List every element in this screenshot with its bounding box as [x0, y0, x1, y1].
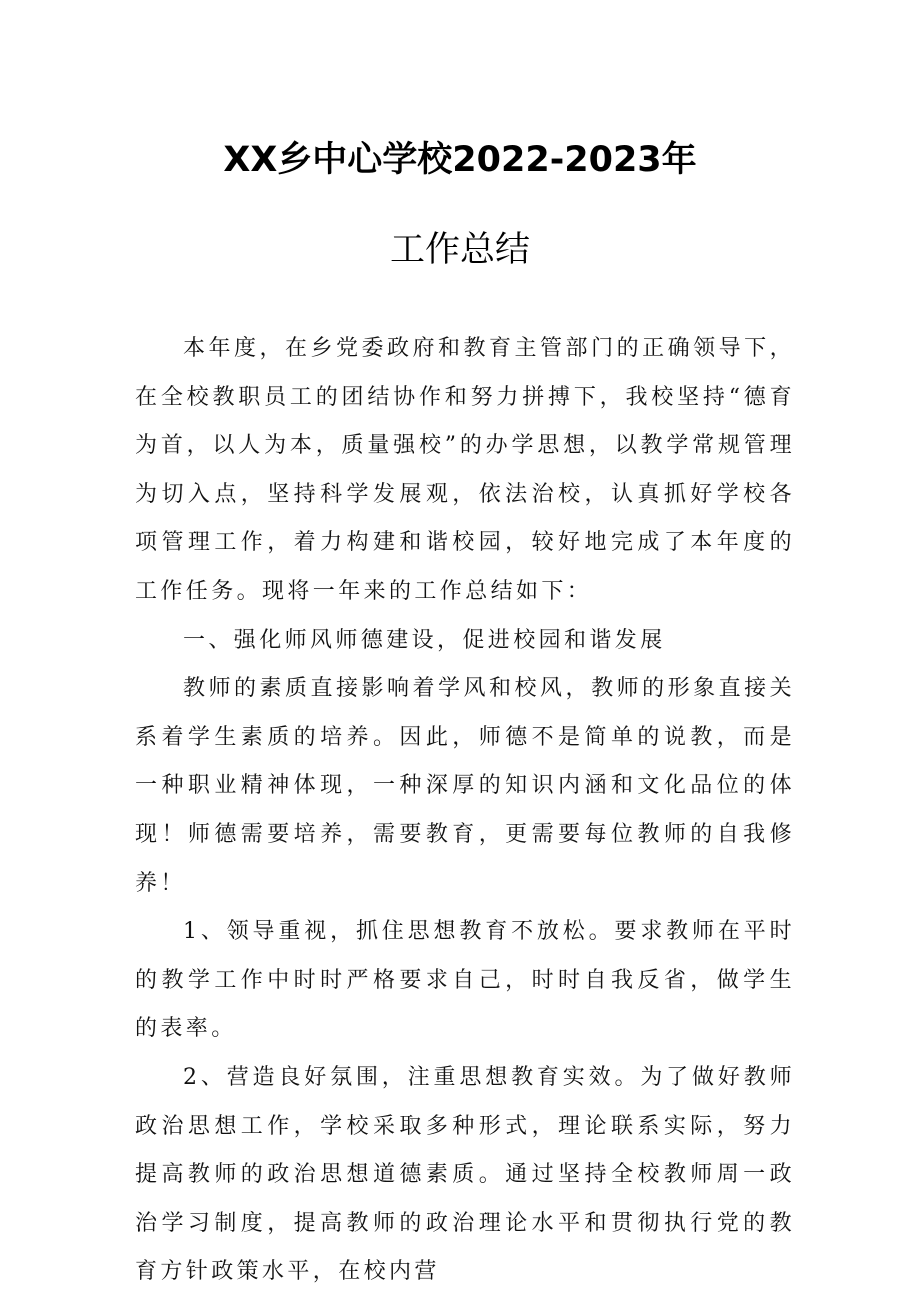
body-paragraph: 教师的素质直接影响着学风和校风，教师的形象直接关系着学生素质的培养。因此，师德不是简单的说教，而是一种职业精神体现，一种深厚的知识内涵和文化品位的体现！师德需要培养，需要教育，更需要每位教师的自我修养！ [135, 676, 795, 896]
list-item-2: 2、营造良好氛围，注重思想教育实效。为了做好教师政治思想工作，学校采取多种形式，理论联系实际，努力提高教师的政治思想道德素质。通过坚持全校教师周一政治学习制度，提高教师的政治理论水平和贯彻执行党的教育方针政策水平，在校内营 [135, 1064, 795, 1285]
section-heading: 一、强化师风师德建设，促进校园和谐发展 [183, 627, 666, 653]
document-subtitle: 工作总结 [389, 230, 530, 270]
intro-paragraph: 本年度，在乡党委政府和教育主管部门的正确领导下，在全校教职员工的团结协作和努力拼搏下，我校坚持“德育为首，以人为本，质量强校”的办学思想，以教学常规管理为切入点，坚持科学发展观，依法治校，认真抓好学校各项管理工作，着力构建和谐校园，较好地完成了本年度的工作任务。现将一年来的工作总结如下： [135, 336, 795, 604]
list-item-1: 1、领导重视，抓住思想教育不放松。要求教师在平时的教学工作中时时严格要求自己，时时自我反省，做学生的表率。 [135, 919, 795, 1042]
document-body [135, 325, 795, 1297]
document-title: XX乡中心学校2022-2023年 [223, 140, 697, 180]
